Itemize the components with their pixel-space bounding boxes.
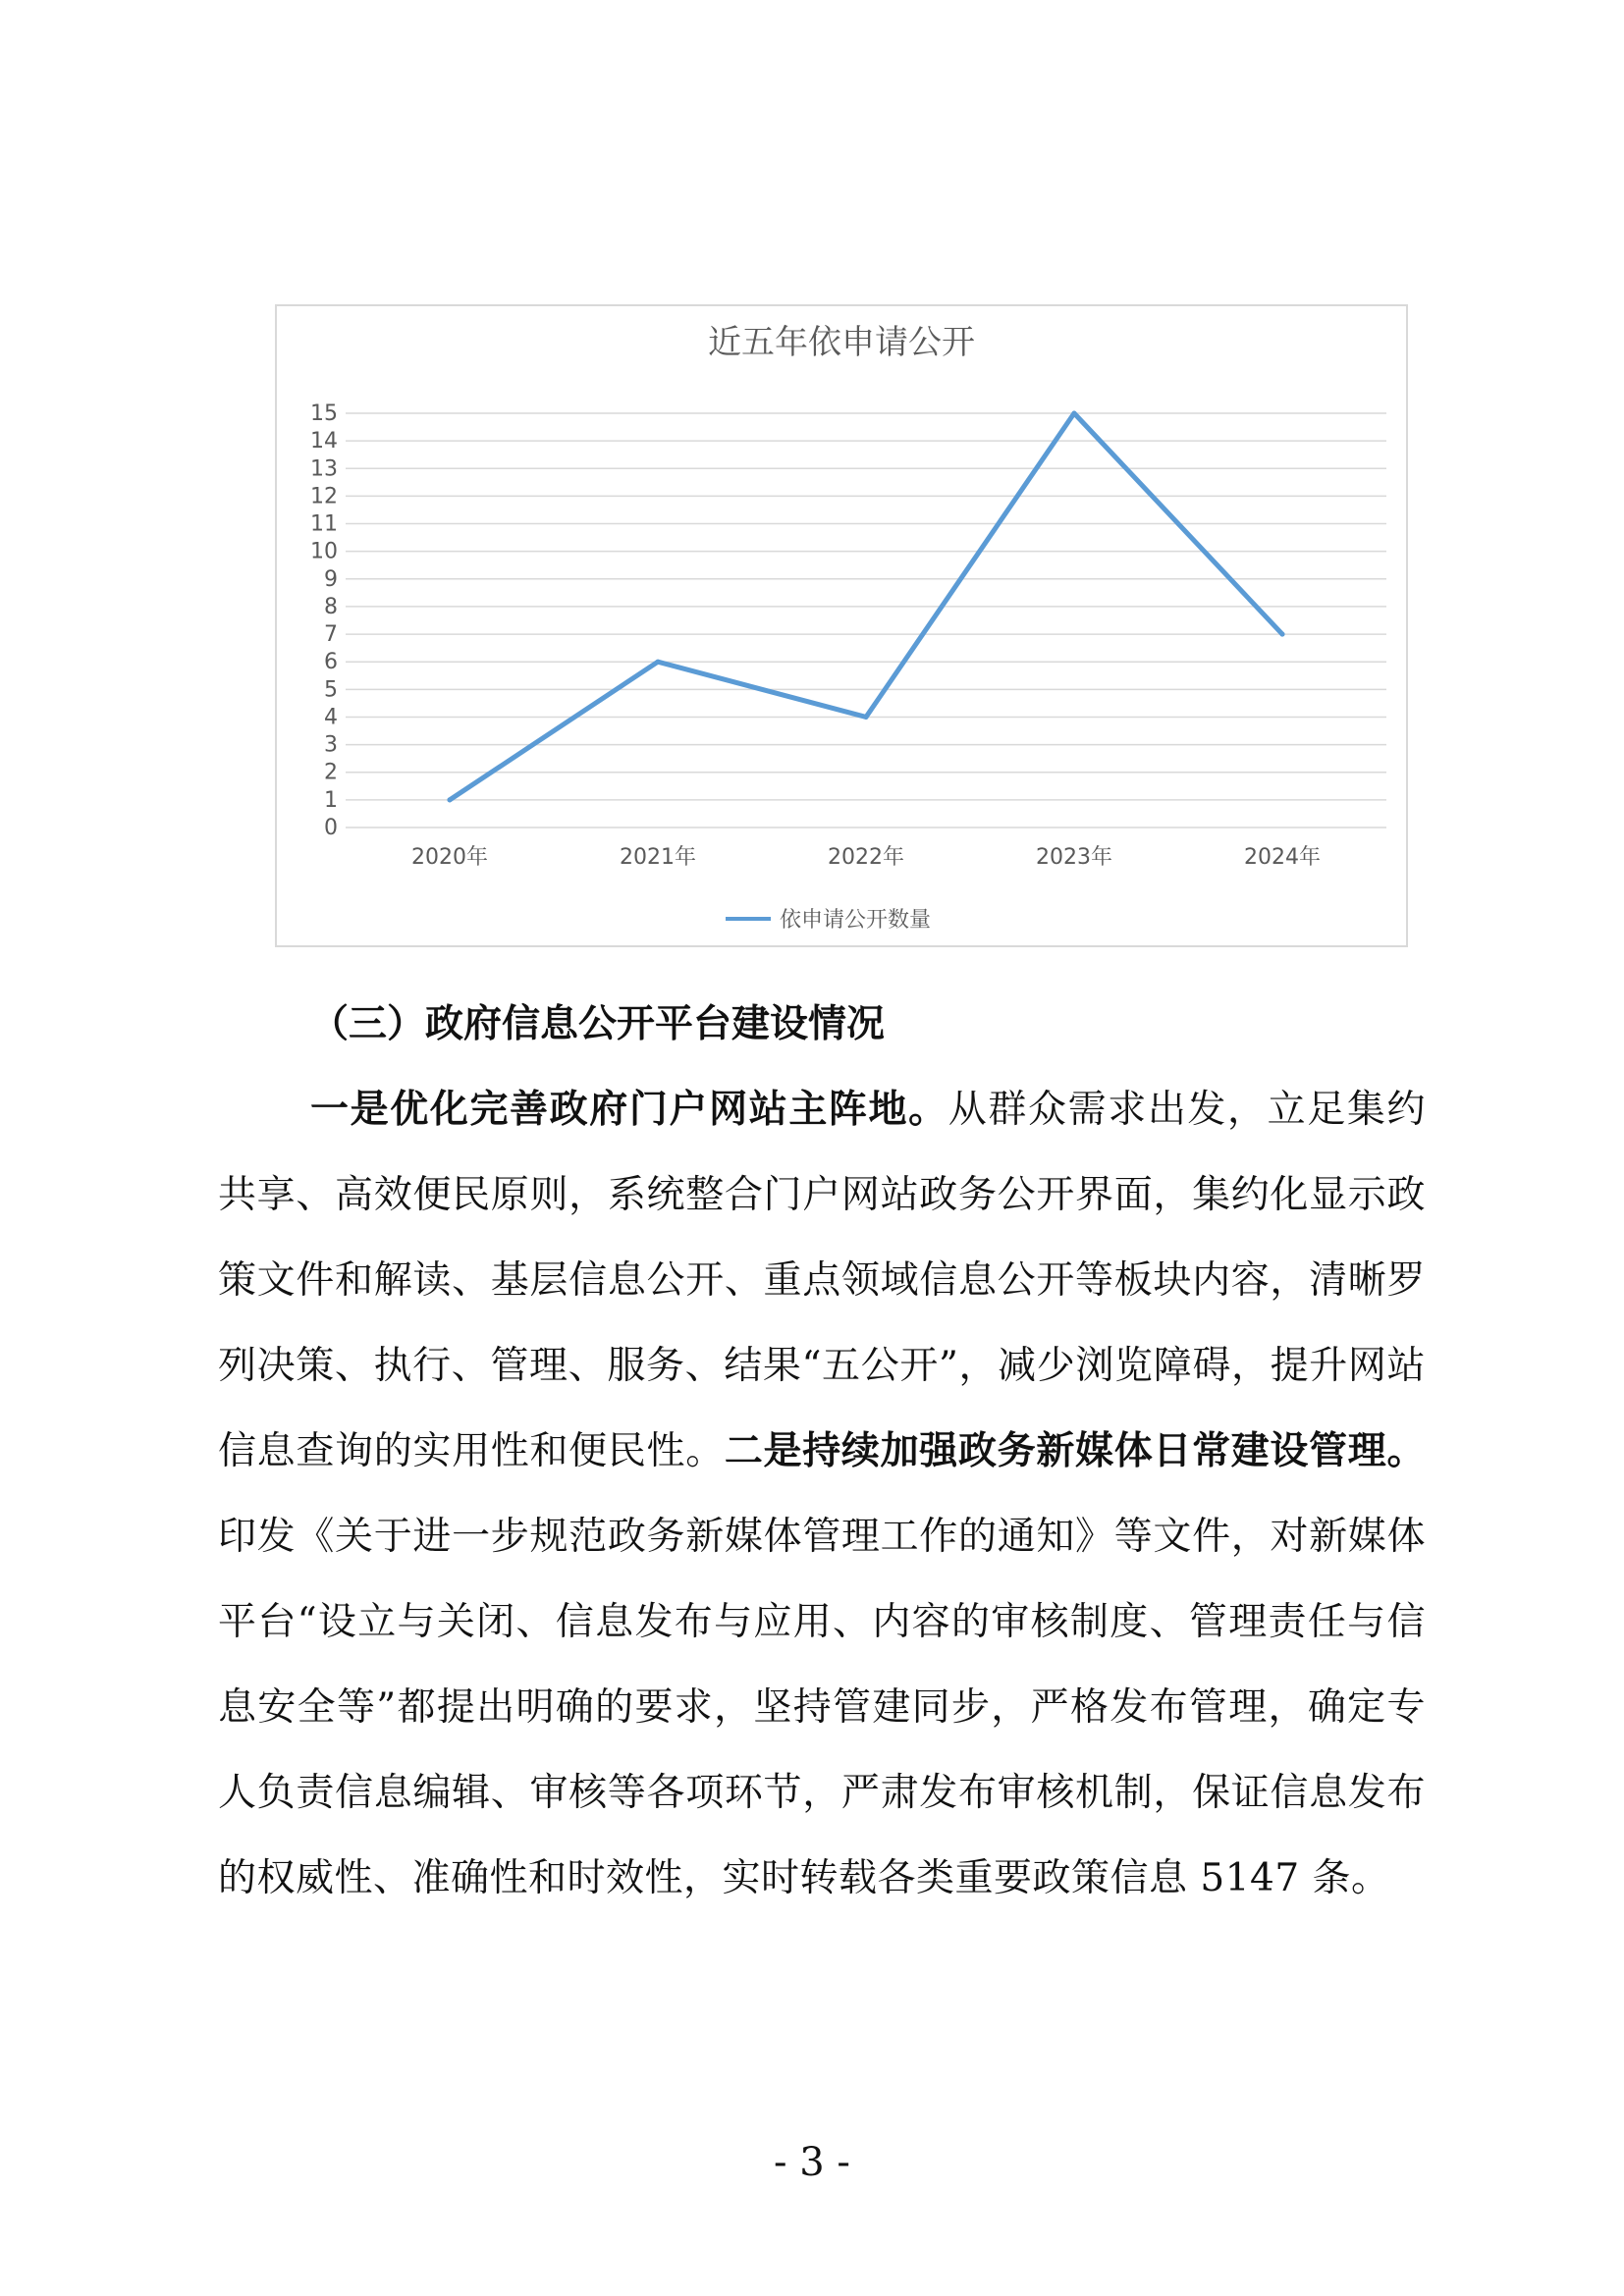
x-tick-label: 2023年	[1036, 845, 1112, 870]
y-tick-label: 6	[324, 650, 338, 675]
bold-lead-1: 一是优化完善政府门户网站主阵地。	[310, 1088, 948, 1132]
data-point	[864, 715, 869, 720]
y-axis-tick-labels	[310, 401, 338, 840]
y-tick-label: 2	[324, 760, 338, 785]
y-tick-label: 10	[310, 539, 338, 564]
y-tick-label: 7	[324, 622, 338, 648]
paragraph-text-1: 从群众需求出发，立足集约共享、高效便民原则，系统整合门户网站政务公开界面，集约化显示政策文件和解读、基层信息公开、重点领域信息公开等板块内容，清晰罗列决策、执行、管理、服务、结果“五公开”，减少浏览障碍，提升网站信息查询的实用性和便民性。	[218, 1088, 1426, 1473]
section-heading: （三）政府信息公开平台建设情况	[310, 1002, 886, 1046]
chart-title: 近五年依申请公开	[708, 323, 975, 362]
y-tick-label: 5	[324, 677, 338, 703]
y-tick-label: 13	[310, 456, 338, 482]
x-tick-label: 2024年	[1244, 845, 1321, 870]
x-tick-label: 2022年	[828, 845, 904, 870]
y-tick-label: 9	[324, 566, 338, 592]
data-point	[656, 660, 661, 665]
data-point	[448, 797, 453, 802]
y-tick-label: 4	[324, 705, 338, 730]
document-body	[218, 982, 1426, 1921]
body-paragraph	[218, 1067, 1426, 1921]
x-tick-label: 2020年	[411, 845, 488, 870]
legend-label: 依申请公开数量	[780, 908, 932, 933]
y-tick-label: 14	[310, 429, 338, 454]
chart-canvas	[277, 306, 1406, 945]
bold-lead-2: 二是持续加强政务新媒体日常建设管理。	[724, 1429, 1426, 1473]
y-tick-label: 15	[310, 401, 338, 426]
chart-legend	[726, 908, 931, 933]
y-tick-label: 12	[310, 484, 338, 509]
data-point	[1280, 632, 1285, 637]
y-tick-label: 3	[324, 732, 338, 758]
data-point	[1072, 411, 1077, 416]
y-tick-label: 0	[324, 816, 338, 840]
page-number: - 3 -	[774, 2140, 850, 2185]
x-tick-label: 2021年	[620, 845, 696, 870]
line-chart	[275, 304, 1408, 947]
y-tick-label: 8	[324, 594, 338, 619]
x-axis-tick-labels	[411, 845, 1321, 870]
y-tick-label: 1	[324, 787, 338, 813]
y-tick-label: 11	[310, 511, 338, 537]
paragraph-text-2: 印发《关于进一步规范政务新媒体管理工作的通知》等文件，对新媒体平台“设立与关闭、信息发布与应用、内容的审核制度、管理责任与信息安全等”都提出明确的要求，坚持管建同步，严格发布管理，确定专人负责信息编辑、审核等各项环节，严肃发布审核机制，保证信息发布的权威性、准确性和时效性，实时转载各类重要政策信息 5147 条。	[218, 1515, 1426, 1900]
